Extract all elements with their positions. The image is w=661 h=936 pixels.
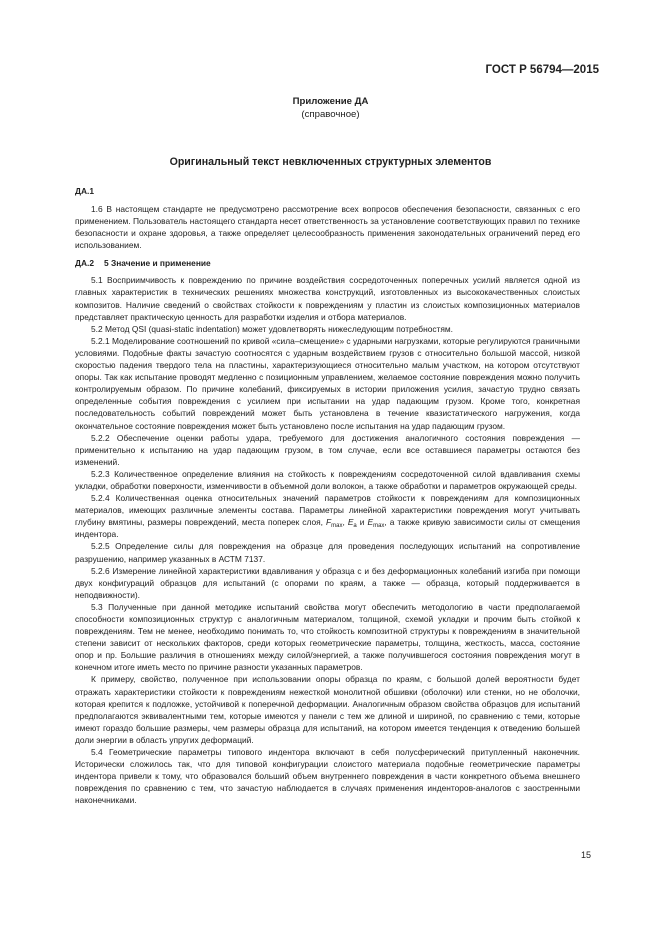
- paragraph-5-2-1: 5.2.1 Моделирование соотношений по кривой «сила–смещение» с ударными нагрузками, которые регулируются граничными условиями. Подобные факты зачастую соотносятся с ударным воздействием грузов с относительно большой массой, низкой скоростью падения твердого тела на пластины, характеризующиеся относительно малым участком, на котором отсутствуют опоры. Так как испытание проводят медленно с позиционным управлением, желаемое состояние повреждения можно получить контролируемым образом. По причине колебаний, фиксируемых в истории приложения усилия, зачастую трудно связать определенные события повреждения с усилием при испытании на удар падающим грузом. Кроме того, конкретная последовательность событий повреждений может быть установлена в течение квазистатического нагружения, когда окончательное состояние повреждения может быть установлено после испытания на удар падающим грузом.: [75, 335, 580, 431]
- standard-number: ГОСТ Р 56794—2015: [485, 64, 599, 76]
- conjunction: и: [359, 517, 365, 528]
- separator: ,: [342, 517, 345, 528]
- subscript-a: a: [353, 523, 357, 530]
- document-title: Оригинальный текст невключенных структурных элементов: [169, 156, 492, 168]
- paragraph-5-2-6: 5.2.6 Измерение линейной характеристики вдавливания у образца с и без деформационных колебаний изгиба при помощи двух конфигураций образцов для испытаний (с опорами по краям, а также — образца, который поддерживается в неподвижности).: [75, 565, 580, 600]
- paragraph-1-6: 1.6 В настоящем стандарте не предусмотрено рассмотрение всех вопросов обеспечения безопасности, связанных с его применением. Пользователь настоящего стандарта несет ответственность за установление соответствующих правил по технике безопасности и охране здоровья, а также определяет целесообразность применения законодательных ограничений перед его использованием.: [75, 203, 580, 250]
- document-body: [75, 185, 580, 807]
- paragraph-5-2-4: [75, 492, 580, 540]
- paragraph-5-2-4-end: , а также кривую зависимости силы от смещения индентора.: [75, 517, 581, 540]
- annex-type: (справочное): [301, 108, 360, 120]
- paragraph-5-2-5: 5.2.5 Определение силы для повреждения на образце для проведения последующих испытаний на сопротивление разрушению, например указанных в АСТМ 7137.: [75, 541, 580, 564]
- section-title-da2: 5 Значение и применение: [104, 257, 211, 268]
- paragraph-5-3-example: К примеру, свойство, полученное при использовании опоры образца по краям, с большой долей вероятности будет отражать характеристики стойкости к повреждениям нежесткой монолитной обшивки (оболочки) или стенки, но не оболочки, которая крепится к подложке, устойчивой к поперечной деформации. Аналогичным образом свойства образцов для испытаний предполагаются эквивалентными тем, которые имеются у панели с тем же длиной и шириной, по сравнению с теми, которые имеют гораздо большие размеры, чем размеры образца для испытаний, на котором имеется тенденция к отведению большей доли энергии в область упругих деформаций.: [75, 674, 580, 745]
- subscript-max: max: [331, 523, 343, 530]
- page-number: 15: [580, 850, 591, 860]
- section-heading-da2: [75, 257, 580, 270]
- subscript-max-2: max: [373, 523, 385, 530]
- section-label-da1: ДА.1: [75, 186, 94, 196]
- symbol-e: E: [347, 517, 354, 528]
- paragraph-5-2-4-start: 5.2.4 Количественная оценка относительных значений параметров стойкости к повреждениям для композиционных материалов, имеющих различные элементы состава. Параметры линейной характеристики повреждения могут учитывать глубину вмятины, размеры повреждений, места поперек слоя,: [75, 493, 580, 528]
- symbol-e-max: E: [367, 517, 374, 528]
- paragraph-5-2-3: 5.2.3 Количественное определение влияния на стойкость к повреждениям сосредоточенной силой вдавливания схемы укладки, обработки поверхности, изменчивости в объемной доли волокон, а также обработки и параметров окружающей среды.: [75, 468, 580, 491]
- paragraph-5-4: 5.4 Геометрические параметры типового индентора включают в себя полусферический притупленный наконечник. Исторически сложилось так, что для типовой конфигурации слоистого материала подобные геометрические параметры индентора привели к тому, что образовался больший объем внутреннего повреждения в части конкретного объема внешнего повреждения по сравнению с тем, что зачастую наблюдается в случаях применения инденторов-аналогов с заостренными наконечниками.: [75, 747, 580, 806]
- annex-title: Приложение ДА: [292, 96, 369, 107]
- symbol-f: F: [326, 517, 332, 528]
- paragraph-5-2: 5.2 Метод QSI (quasi-static indentation) может удовлетворять нижеследующим потребностям.: [91, 323, 453, 334]
- paragraph-5-1: 5.1 Восприимчивость к повреждению по причине воздействия сосредоточенных поперечных усилий является одной из главных характеристик в технических решениях множества конструкций, изготовленных из высококачественных слоистых композитов. Наличие сведений о свойствах стойкости к повреждениям у пластин из слоистых композиционных материалов представляет практическую ценность для разработки изделия и отбора материалов.: [75, 275, 580, 322]
- section-label-da2: ДА.2: [75, 257, 94, 268]
- annex-heading: [0, 96, 661, 121]
- paragraph-5-3: 5.3 Полученные при данной методике испытаний свойства могут обеспечить методологию в части предполагаемой способности композиционных структур с аналогичным материалом, толщиной, схемой укладки и прочим быть стойкой к повреждениям. Тем не менее, необходимо понимать то, что стойкость композитной структуры к повреждениям в значительной степени зависит от нескольких факторов, среди которых геометрические параметры, толщина, жесткость, масса, состояние опор и пр. Большие различия в отношениях между силой/энергией, а также получившегося состояния повреждения могут в конечном итоге иметь место по причине разности указанных параметров.: [75, 601, 580, 673]
- paragraph-5-2-2: 5.2.2 Обеспечение оценки работы удара, требуемого для достижения аналогичного состояния повреждения — применительно к испытанию на удар падающим грузом, в том случае, если все оставшиеся параметры остаются без изменений.: [75, 432, 580, 467]
